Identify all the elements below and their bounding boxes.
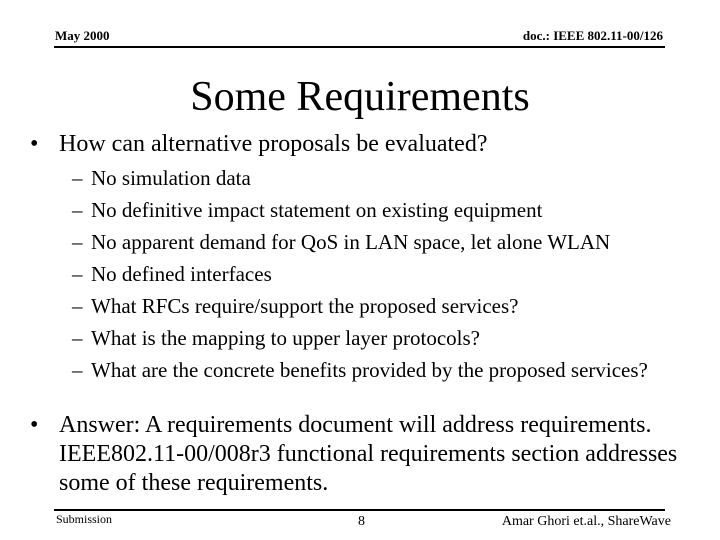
bullet-1-text: How can alternative proposals be evaluated? [59,131,488,157]
sub-bullet-text: No defined interfaces [91,262,272,286]
dash-marker: – [72,294,83,318]
bullet-2-text: Answer: A requirements document will address requirements. IEEE802.11-00/008r3 functional requirements section addresses some of these requirements. [59,412,678,496]
sub-bullet-text: What is the mapping to upper layer protocols? [91,326,480,350]
sub-bullet-text: No definitive impact statement on existing equipment [91,198,543,222]
slide-title: Some Requirements [190,74,530,120]
sub-bullet-text: What RFCs require/support the proposed services? [91,294,519,318]
header-doc-id: doc.: IEEE 802.11-00/126 [522,28,663,43]
header-date: May 2000 [55,28,110,43]
bullet-marker: • [30,131,39,157]
dash-marker: – [72,198,83,222]
sub-bullet-text: No apparent demand for QoS in LAN space, let alone WLAN [91,230,611,254]
dash-marker: – [72,358,83,382]
header-rule [54,46,665,48]
footer-submission: Submission [56,512,113,526]
dash-marker: – [72,230,83,254]
sub-bullet-text: No simulation data [91,166,251,190]
page-number: 8 [358,514,365,529]
dash-marker: – [72,262,83,286]
sub-bullet-text: What are the concrete benefits provided by the proposed services? [91,358,648,382]
footer-author: Amar Ghori et.al., ShareWave [501,514,671,529]
dash-marker: – [72,166,83,190]
bullet-marker: • [30,412,39,438]
footer-rule [54,509,665,511]
dash-marker: – [72,326,83,350]
